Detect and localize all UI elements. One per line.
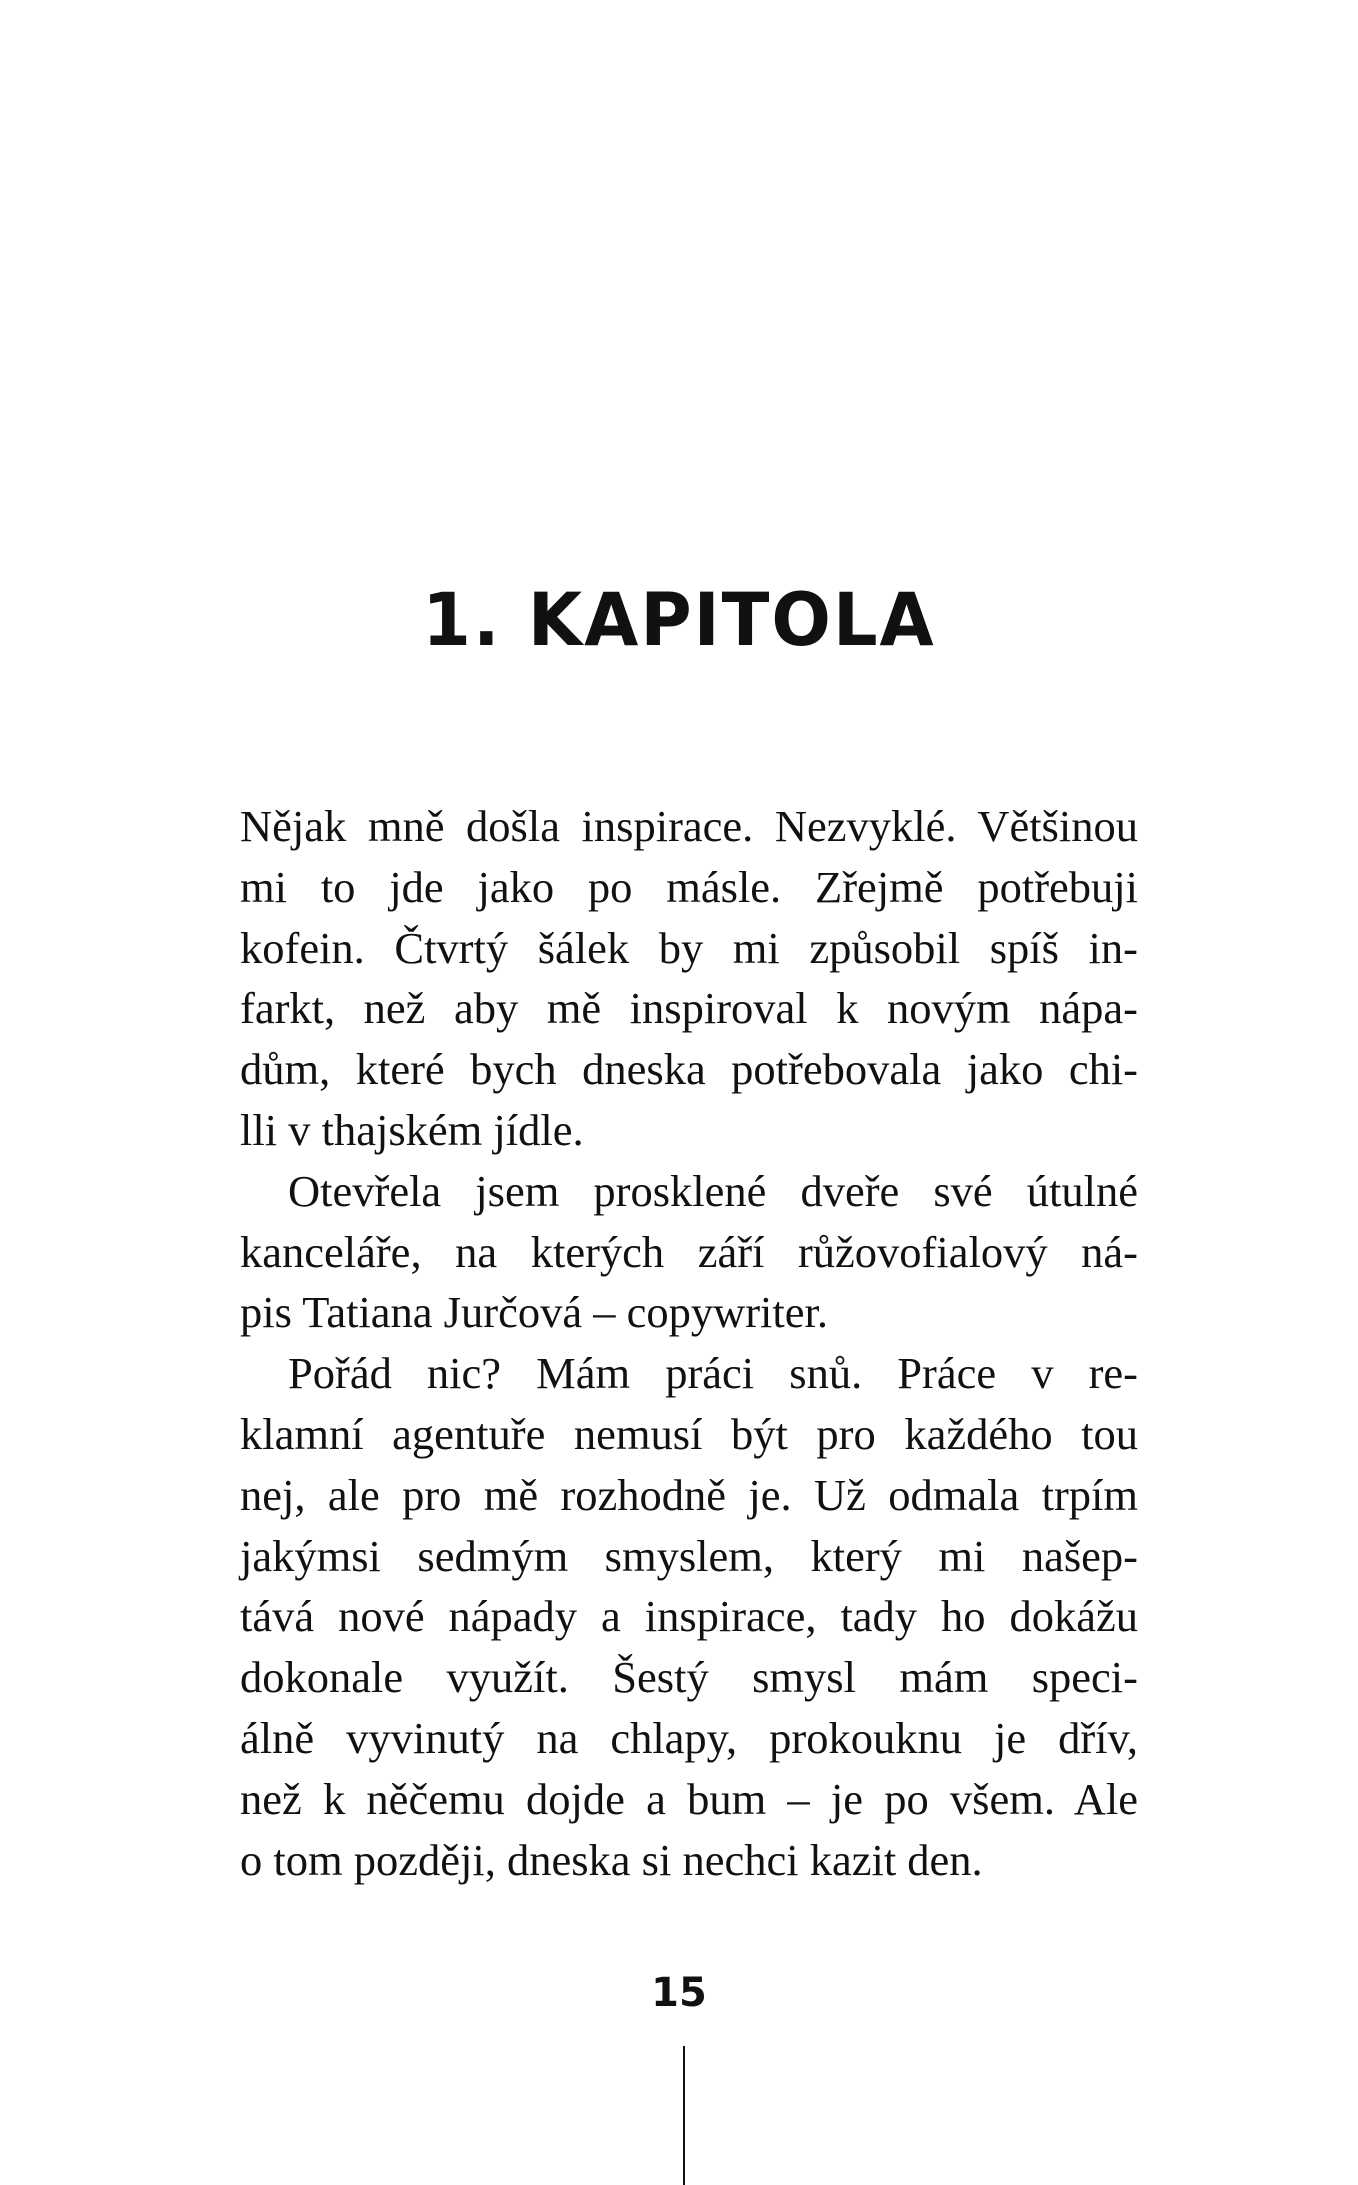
body-text [240, 796, 1138, 1890]
text-line: klamní agentuře nemusí být pro každého tou [240, 1408, 1138, 1459]
text-line: kofein. Čtvrtý šálek by mi způsobil spíš in- [240, 922, 1138, 973]
paragraph [240, 796, 1138, 1161]
text-line: jakýmsi sedmým smyslem, který mi našep- [240, 1530, 1138, 1581]
text-line: mi to jde jako po másle. Zřejmě potřebuji [240, 861, 1138, 912]
text-line: tává nové nápady a inspirace, tady ho dokážu [240, 1591, 1138, 1642]
text-line: Nějak mně došla inspirace. Nezvyklé. Většinou [240, 801, 1138, 851]
text-line: álně vyvinutý na chlapy, prokouknu je dřív, [240, 1712, 1138, 1763]
text-line: dokonale využít. Šestý smysl mám speci- [240, 1652, 1138, 1703]
paragraph [240, 1161, 1138, 1343]
text-line: farkt, než aby mě inspiroval k novým nápa- [240, 983, 1138, 1034]
text-line: Pořád nic? Mám práci snů. Práce v re- [288, 1348, 1138, 1399]
page-divider-line [683, 2046, 685, 2185]
text-line: lli v thajském jídle. [240, 1104, 584, 1155]
text-line: kanceláře, na kterých září růžovofialový ná- [240, 1226, 1138, 1277]
page-number: 15 [651, 1970, 707, 2016]
text-line: pis Tatiana Jurčová – copywriter. [240, 1287, 828, 1338]
chapter-title: 1. KAPITOLA [422, 576, 936, 664]
text-line: o tom později, dneska si nechci kazit den. [240, 1834, 983, 1885]
text-line: než k něčemu dojde a bum – je po všem. Ale [240, 1773, 1138, 1824]
text-line: nej, ale pro mě rozhodně je. Už odmala trpím [240, 1469, 1138, 1520]
text-line: dům, které bych dneska potřebovala jako chi- [240, 1044, 1138, 1095]
paragraph [240, 1343, 1138, 1890]
text-line: Otevřela jsem prosklené dveře své útulné [288, 1165, 1138, 1216]
